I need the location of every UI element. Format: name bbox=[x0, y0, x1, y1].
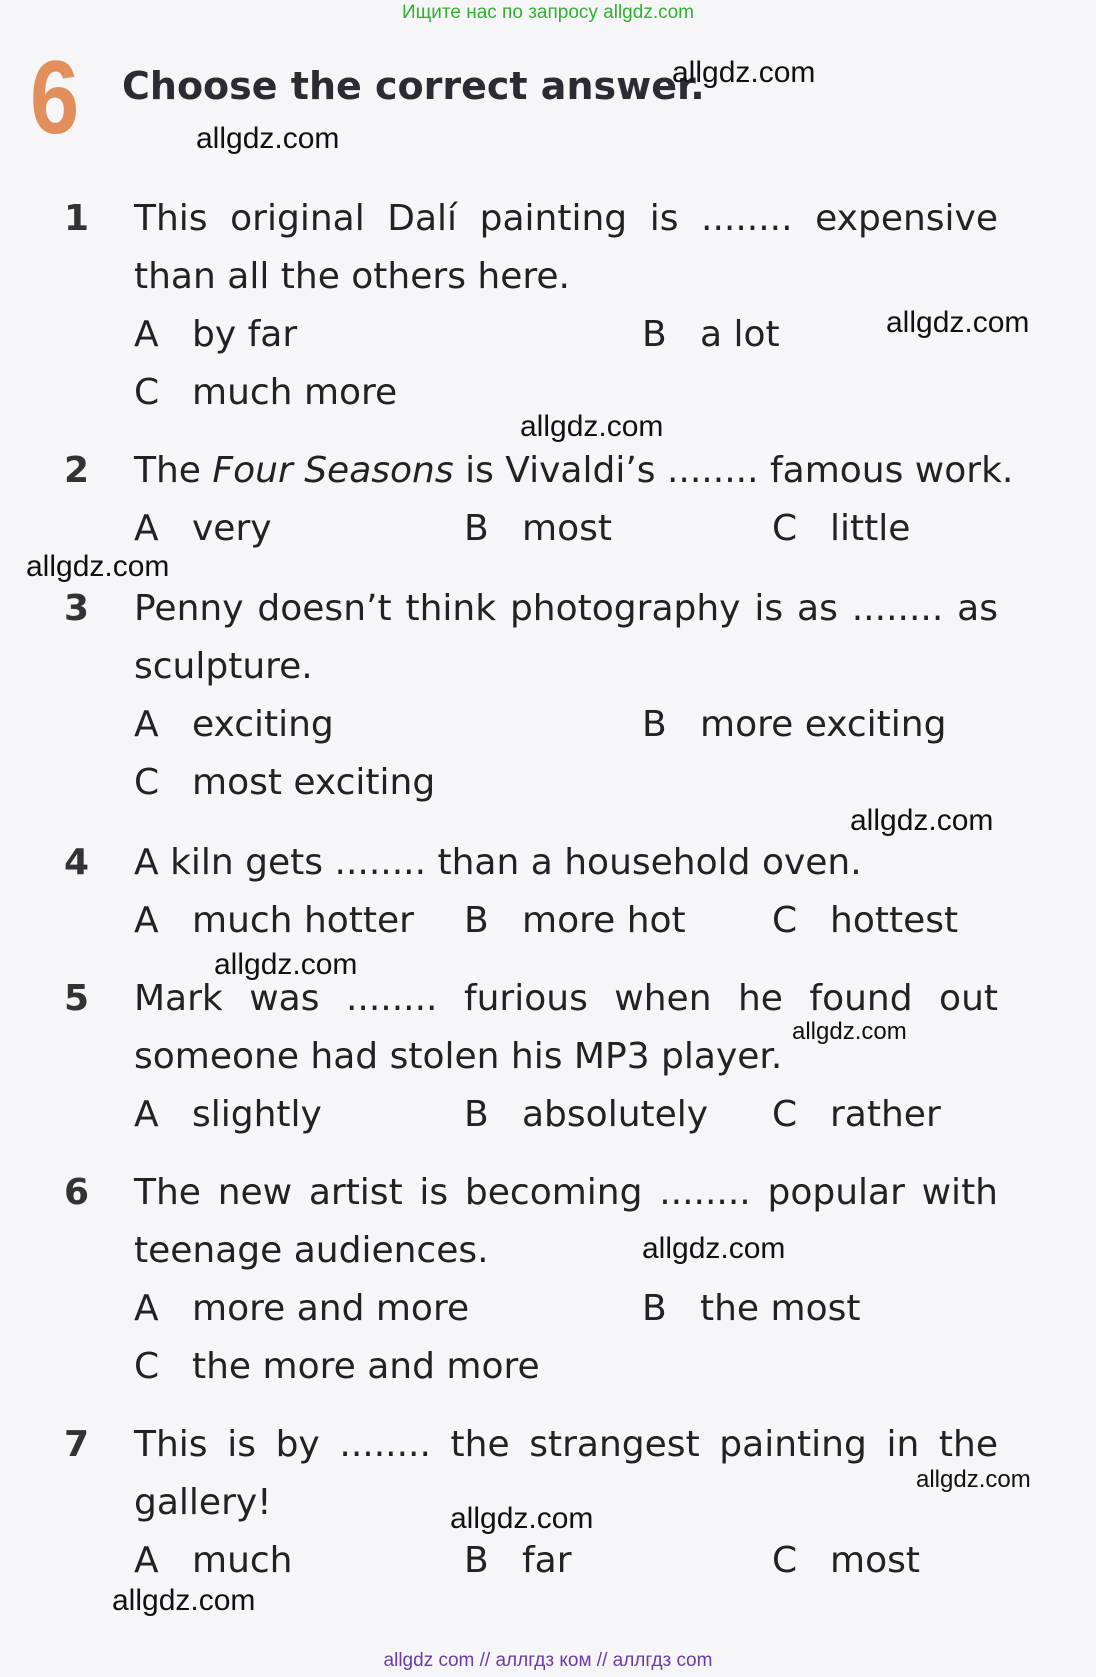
option-text: very bbox=[192, 508, 272, 549]
option-text: much bbox=[192, 1540, 293, 1581]
option-text: far bbox=[522, 1540, 572, 1581]
option-text: most bbox=[522, 508, 612, 549]
option-text: most bbox=[830, 1540, 920, 1581]
watermark: allgdz.com bbox=[672, 56, 816, 89]
option-letter: B bbox=[464, 508, 489, 549]
watermark: allgdz.com bbox=[450, 1502, 594, 1535]
option-letter: B bbox=[642, 314, 667, 355]
question-number: 3 bbox=[64, 588, 90, 629]
option-c[interactable] bbox=[772, 1540, 920, 1581]
option-letter: A bbox=[134, 704, 159, 745]
option-text: more hot bbox=[522, 900, 686, 941]
watermark: allgdz.com bbox=[916, 1466, 1031, 1493]
question-number: 5 bbox=[64, 978, 90, 1019]
option-letter: B bbox=[642, 1288, 667, 1329]
option-letter: C bbox=[134, 372, 160, 413]
question-text: someone had stolen his MP3 player. bbox=[134, 1036, 783, 1077]
option-text: by far bbox=[192, 314, 298, 355]
option-b[interactable] bbox=[642, 1288, 861, 1329]
option-b[interactable] bbox=[642, 314, 780, 355]
option-letter: C bbox=[134, 762, 160, 803]
question-text: Mark was ........ furious when he found out bbox=[134, 978, 998, 1019]
question-text: gallery! bbox=[134, 1482, 272, 1523]
option-letter: A bbox=[134, 1094, 159, 1135]
option-a[interactable] bbox=[134, 314, 297, 355]
option-letter: A bbox=[134, 508, 159, 549]
question-number: 4 bbox=[64, 842, 90, 883]
option-b[interactable] bbox=[464, 1540, 572, 1581]
option-letter: A bbox=[134, 1288, 159, 1329]
exercise-title: Choose the correct answer. bbox=[122, 64, 705, 108]
option-letter: C bbox=[772, 1540, 798, 1581]
option-c[interactable] bbox=[134, 372, 397, 413]
watermark: allgdz.com bbox=[26, 550, 170, 583]
watermark: allgdz.com bbox=[886, 306, 1030, 339]
watermark: allgdz.com bbox=[520, 410, 664, 443]
question-text: This original Dalí painting is ........ expensive bbox=[134, 198, 998, 239]
option-b[interactable] bbox=[464, 1094, 708, 1135]
option-text: a lot bbox=[700, 314, 780, 355]
option-letter: C bbox=[772, 508, 798, 549]
option-c[interactable] bbox=[134, 762, 435, 803]
option-c[interactable] bbox=[772, 1094, 941, 1135]
question-text: The Four Seasons is Vivaldi’s ........ famous work. bbox=[134, 450, 1014, 491]
option-text: the most bbox=[700, 1288, 861, 1329]
option-c[interactable] bbox=[134, 1346, 540, 1387]
question-text: Penny doesn’t think photography is as ........ as bbox=[134, 588, 998, 629]
question-number: 7 bbox=[64, 1424, 90, 1465]
option-text: more exciting bbox=[700, 704, 947, 745]
question-number: 2 bbox=[64, 450, 90, 491]
watermark: allgdz.com bbox=[850, 804, 994, 837]
watermark: allgdz.com bbox=[642, 1232, 786, 1265]
question-text: The new artist is becoming ........ popular with bbox=[134, 1172, 998, 1213]
option-text: rather bbox=[830, 1094, 941, 1135]
option-text: hottest bbox=[830, 900, 959, 941]
option-b[interactable] bbox=[464, 508, 612, 549]
option-text: the more and more bbox=[192, 1346, 540, 1387]
option-a[interactable] bbox=[134, 1094, 322, 1135]
question-text: This is by ........ the strangest painting in the bbox=[134, 1424, 998, 1465]
watermark: allgdz.com bbox=[112, 1584, 256, 1617]
option-a[interactable] bbox=[134, 704, 334, 745]
option-a[interactable] bbox=[134, 1288, 469, 1329]
option-letter: A bbox=[134, 1540, 159, 1581]
option-letter: A bbox=[134, 314, 159, 355]
footer-watermark: allgdz com // аллгдз ком // аллгдз com bbox=[383, 1650, 713, 1671]
option-text: much more bbox=[192, 372, 398, 413]
option-letter: C bbox=[772, 1094, 798, 1135]
option-letter: C bbox=[772, 900, 798, 941]
question-text: teenage audiences. bbox=[134, 1230, 489, 1271]
question-text: than all the others here. bbox=[134, 256, 570, 297]
question-number: 1 bbox=[64, 198, 90, 239]
option-text: little bbox=[830, 508, 911, 549]
watermark: allgdz.com bbox=[196, 122, 340, 155]
option-text: slightly bbox=[192, 1094, 322, 1135]
title-italic: Four Seasons bbox=[212, 450, 454, 491]
top-banner: Ищите нас по запросу allgdz.com bbox=[401, 2, 694, 23]
option-text: most exciting bbox=[192, 762, 436, 803]
option-a[interactable] bbox=[134, 900, 414, 941]
option-letter: C bbox=[134, 1346, 160, 1387]
option-letter: A bbox=[134, 900, 159, 941]
option-letter: B bbox=[464, 1094, 489, 1135]
question-number: 6 bbox=[64, 1172, 90, 1213]
option-text: more and more bbox=[192, 1288, 470, 1329]
option-text: much hotter bbox=[192, 900, 414, 941]
watermark: allgdz.com bbox=[792, 1018, 907, 1045]
exercise-number: 6 bbox=[30, 40, 80, 156]
option-b[interactable] bbox=[464, 900, 686, 941]
option-b[interactable] bbox=[642, 704, 946, 745]
option-a[interactable] bbox=[134, 1540, 293, 1581]
option-text: exciting bbox=[192, 704, 334, 745]
option-letter: B bbox=[464, 1540, 489, 1581]
option-c[interactable] bbox=[772, 508, 910, 549]
option-a[interactable] bbox=[134, 508, 272, 549]
option-c[interactable] bbox=[772, 900, 958, 941]
option-text: absolutely bbox=[522, 1094, 709, 1135]
option-letter: B bbox=[464, 900, 489, 941]
question-text: A kiln gets ........ than a household oven. bbox=[134, 842, 862, 883]
question-text: sculpture. bbox=[134, 646, 313, 687]
watermark: allgdz.com bbox=[214, 948, 358, 981]
option-letter: B bbox=[642, 704, 667, 745]
